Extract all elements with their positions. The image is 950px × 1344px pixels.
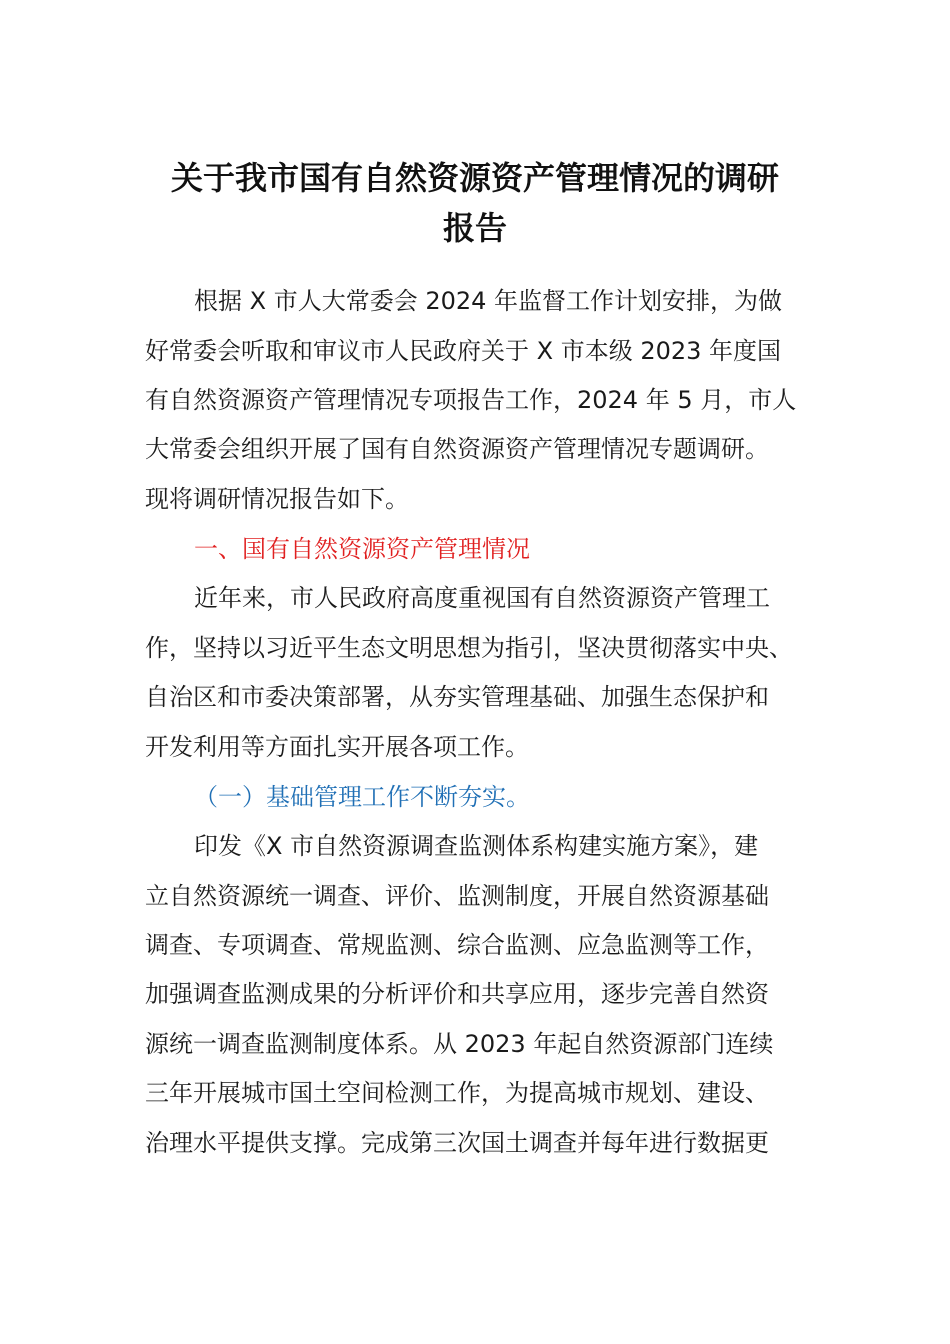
subsection-heading-1: （一）基础管理工作不断夯实。: [194, 783, 530, 811]
subsection1-paragraph-line: 加强调查监测成果的分析评价和共享应用，逐步完善自然资: [145, 980, 769, 1008]
subsection1-paragraph-line: 治理水平提供支撑。完成第三次国土调查并每年进行数据更: [145, 1129, 769, 1157]
subsection1-paragraph-line: 立自然资源统一调查、评价、监测制度，开展自然资源基础: [145, 882, 769, 910]
intro-paragraph-line: 大常委会组织开展了国有自然资源资产管理情况专题调研。: [145, 435, 769, 463]
section-heading-1: 一、国有自然资源资产管理情况: [194, 535, 530, 563]
section1-paragraph-line: 近年来，市人民政府高度重视国有自然资源资产管理工: [194, 584, 770, 612]
subsection1-paragraph-line: 调查、专项调查、常规监测、综合监测、应急监测等工作，: [145, 931, 769, 959]
document-title-line-1: 关于我市国有自然资源资产管理情况的调研: [170, 159, 779, 197]
intro-paragraph-line: 现将调研情况报告如下。: [145, 485, 409, 513]
section1-paragraph-line: 作，坚持以习近平生态文明思想为指引，坚决贯彻落实中央、: [145, 634, 793, 662]
intro-paragraph-line: 好常委会听取和审议市人民政府关于 X 市本级 2023 年度国: [145, 337, 782, 365]
document-title-line-2: 报告: [442, 209, 507, 247]
intro-paragraph-line: 根据 X 市人大常委会 2024 年监督工作计划安排，为做: [194, 287, 783, 315]
section1-paragraph-line: 开发利用等方面扎实开展各项工作。: [145, 733, 529, 761]
section1-paragraph-line: 自治区和市委决策部署，从夯实管理基础、加强生态保护和: [145, 683, 769, 711]
subsection1-paragraph-line: 印发《X 市自然资源调查监测体系构建实施方案》，建: [194, 832, 759, 860]
subsection1-paragraph-line: 三年开展城市国土空间检测工作，为提高城市规划、建设、: [145, 1079, 769, 1107]
intro-paragraph-line: 有自然资源资产管理情况专项报告工作，2024 年 5 月，市人: [145, 386, 797, 414]
subsection1-paragraph-line: 源统一调查监测制度体系。从 2023 年起自然资源部门连续: [145, 1030, 774, 1058]
